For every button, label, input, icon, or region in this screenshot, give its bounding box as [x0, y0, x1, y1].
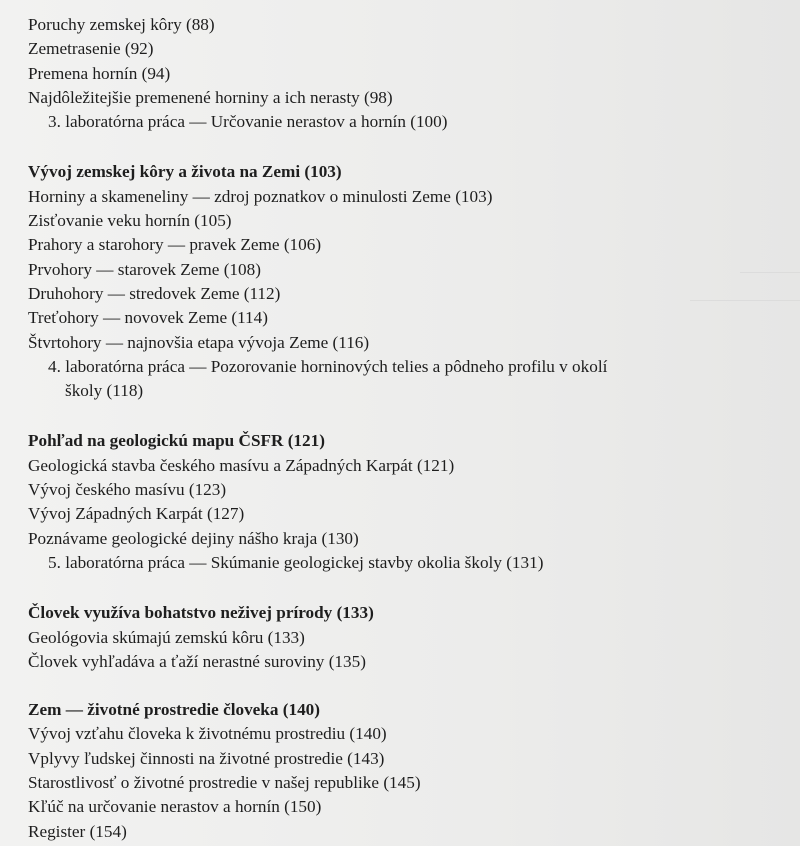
toc-entry: Zisťovanie veku hornín (105)	[28, 211, 232, 231]
toc-entry: Prvohory — starovek Zeme (108)	[28, 259, 261, 279]
toc-entry: Vývoj českého masívu (123)	[28, 480, 227, 500]
toc-lab-entry: 4. laboratórna práca — Pozorovanie horninových telies a pôdneho profilu v okolí	[48, 356, 608, 376]
section-heading: Pohľad na geologickú mapu ČSFR (121)	[28, 431, 325, 451]
section-gap	[28, 575, 768, 601]
toc-entry: Druhohory — stredovek Zeme (112)	[28, 283, 281, 303]
toc-entry: Register (154)	[28, 821, 127, 841]
toc-entry: Premena hornín (94)	[28, 63, 171, 83]
toc-entry: Prahory a starohory — pravek Zeme (106)	[28, 235, 322, 255]
toc-section	[28, 601, 768, 674]
toc-section	[28, 13, 768, 134]
section-heading: Vývoj zemskej kôry a života na Zemi (103)	[28, 162, 342, 182]
toc-entry: Poruchy zemskej kôry (88)	[28, 15, 215, 34]
section-gap	[28, 674, 768, 698]
toc-entry: Kľúč na určovanie nerastov a hornín (150)	[28, 797, 322, 817]
toc-entry: Vývoj vzťahu človeka k životnému prostrediu (140)	[28, 724, 387, 744]
toc-entry: Zemetrasenie (92)	[28, 39, 154, 59]
toc-entry: Treťohory — novovek Zeme (114)	[28, 308, 268, 328]
section-heading: Zem — životné prostredie človeka (140)	[28, 700, 320, 720]
toc-lab-entry-continuation: školy (118)	[65, 381, 144, 401]
section-gap	[28, 403, 768, 429]
toc-entry: Najdôležitejšie premenené horniny a ich nerasty (98)	[28, 87, 393, 107]
section-gap	[28, 134, 768, 160]
table-of-contents	[28, 13, 768, 844]
toc-section	[28, 698, 768, 844]
toc-entry: Geológovia skúmajú zemskú kôru (133)	[28, 627, 305, 647]
toc-section	[28, 160, 768, 403]
section-heading: Človek využíva bohatstvo neživej prírody (133)	[28, 603, 374, 623]
toc-entry: Vplyvy ľudskej činnosti na životné prostredie (143)	[28, 748, 385, 768]
toc-entry: Poznávame geologické dejiny nášho kraja (130)	[28, 528, 359, 548]
toc-entry: Geologická stavba českého masívu a Západných Karpát (121)	[28, 455, 455, 475]
toc-entry: Vývoj Západných Karpát (127)	[28, 504, 245, 524]
toc-entry: Človek vyhľadáva a ťaží nerastné suroviny (135)	[28, 651, 366, 671]
toc-section	[28, 429, 768, 575]
toc-entry: Starostlivosť o životné prostredie v našej republike (145)	[28, 773, 421, 793]
toc-lab-entry: 3. laboratórna práca — Určovanie nerastov a hornín (100)	[48, 112, 448, 132]
toc-entry: Horniny a skameneliny — zdroj poznatkov o minulosti Zeme (103)	[28, 186, 493, 206]
toc-lab-entry: 5. laboratórna práca — Skúmanie geologickej stavby okolia školy (131)	[48, 552, 544, 572]
toc-entry: Štvrtohory — najnovšia etapa vývoja Zeme (116)	[28, 332, 370, 352]
